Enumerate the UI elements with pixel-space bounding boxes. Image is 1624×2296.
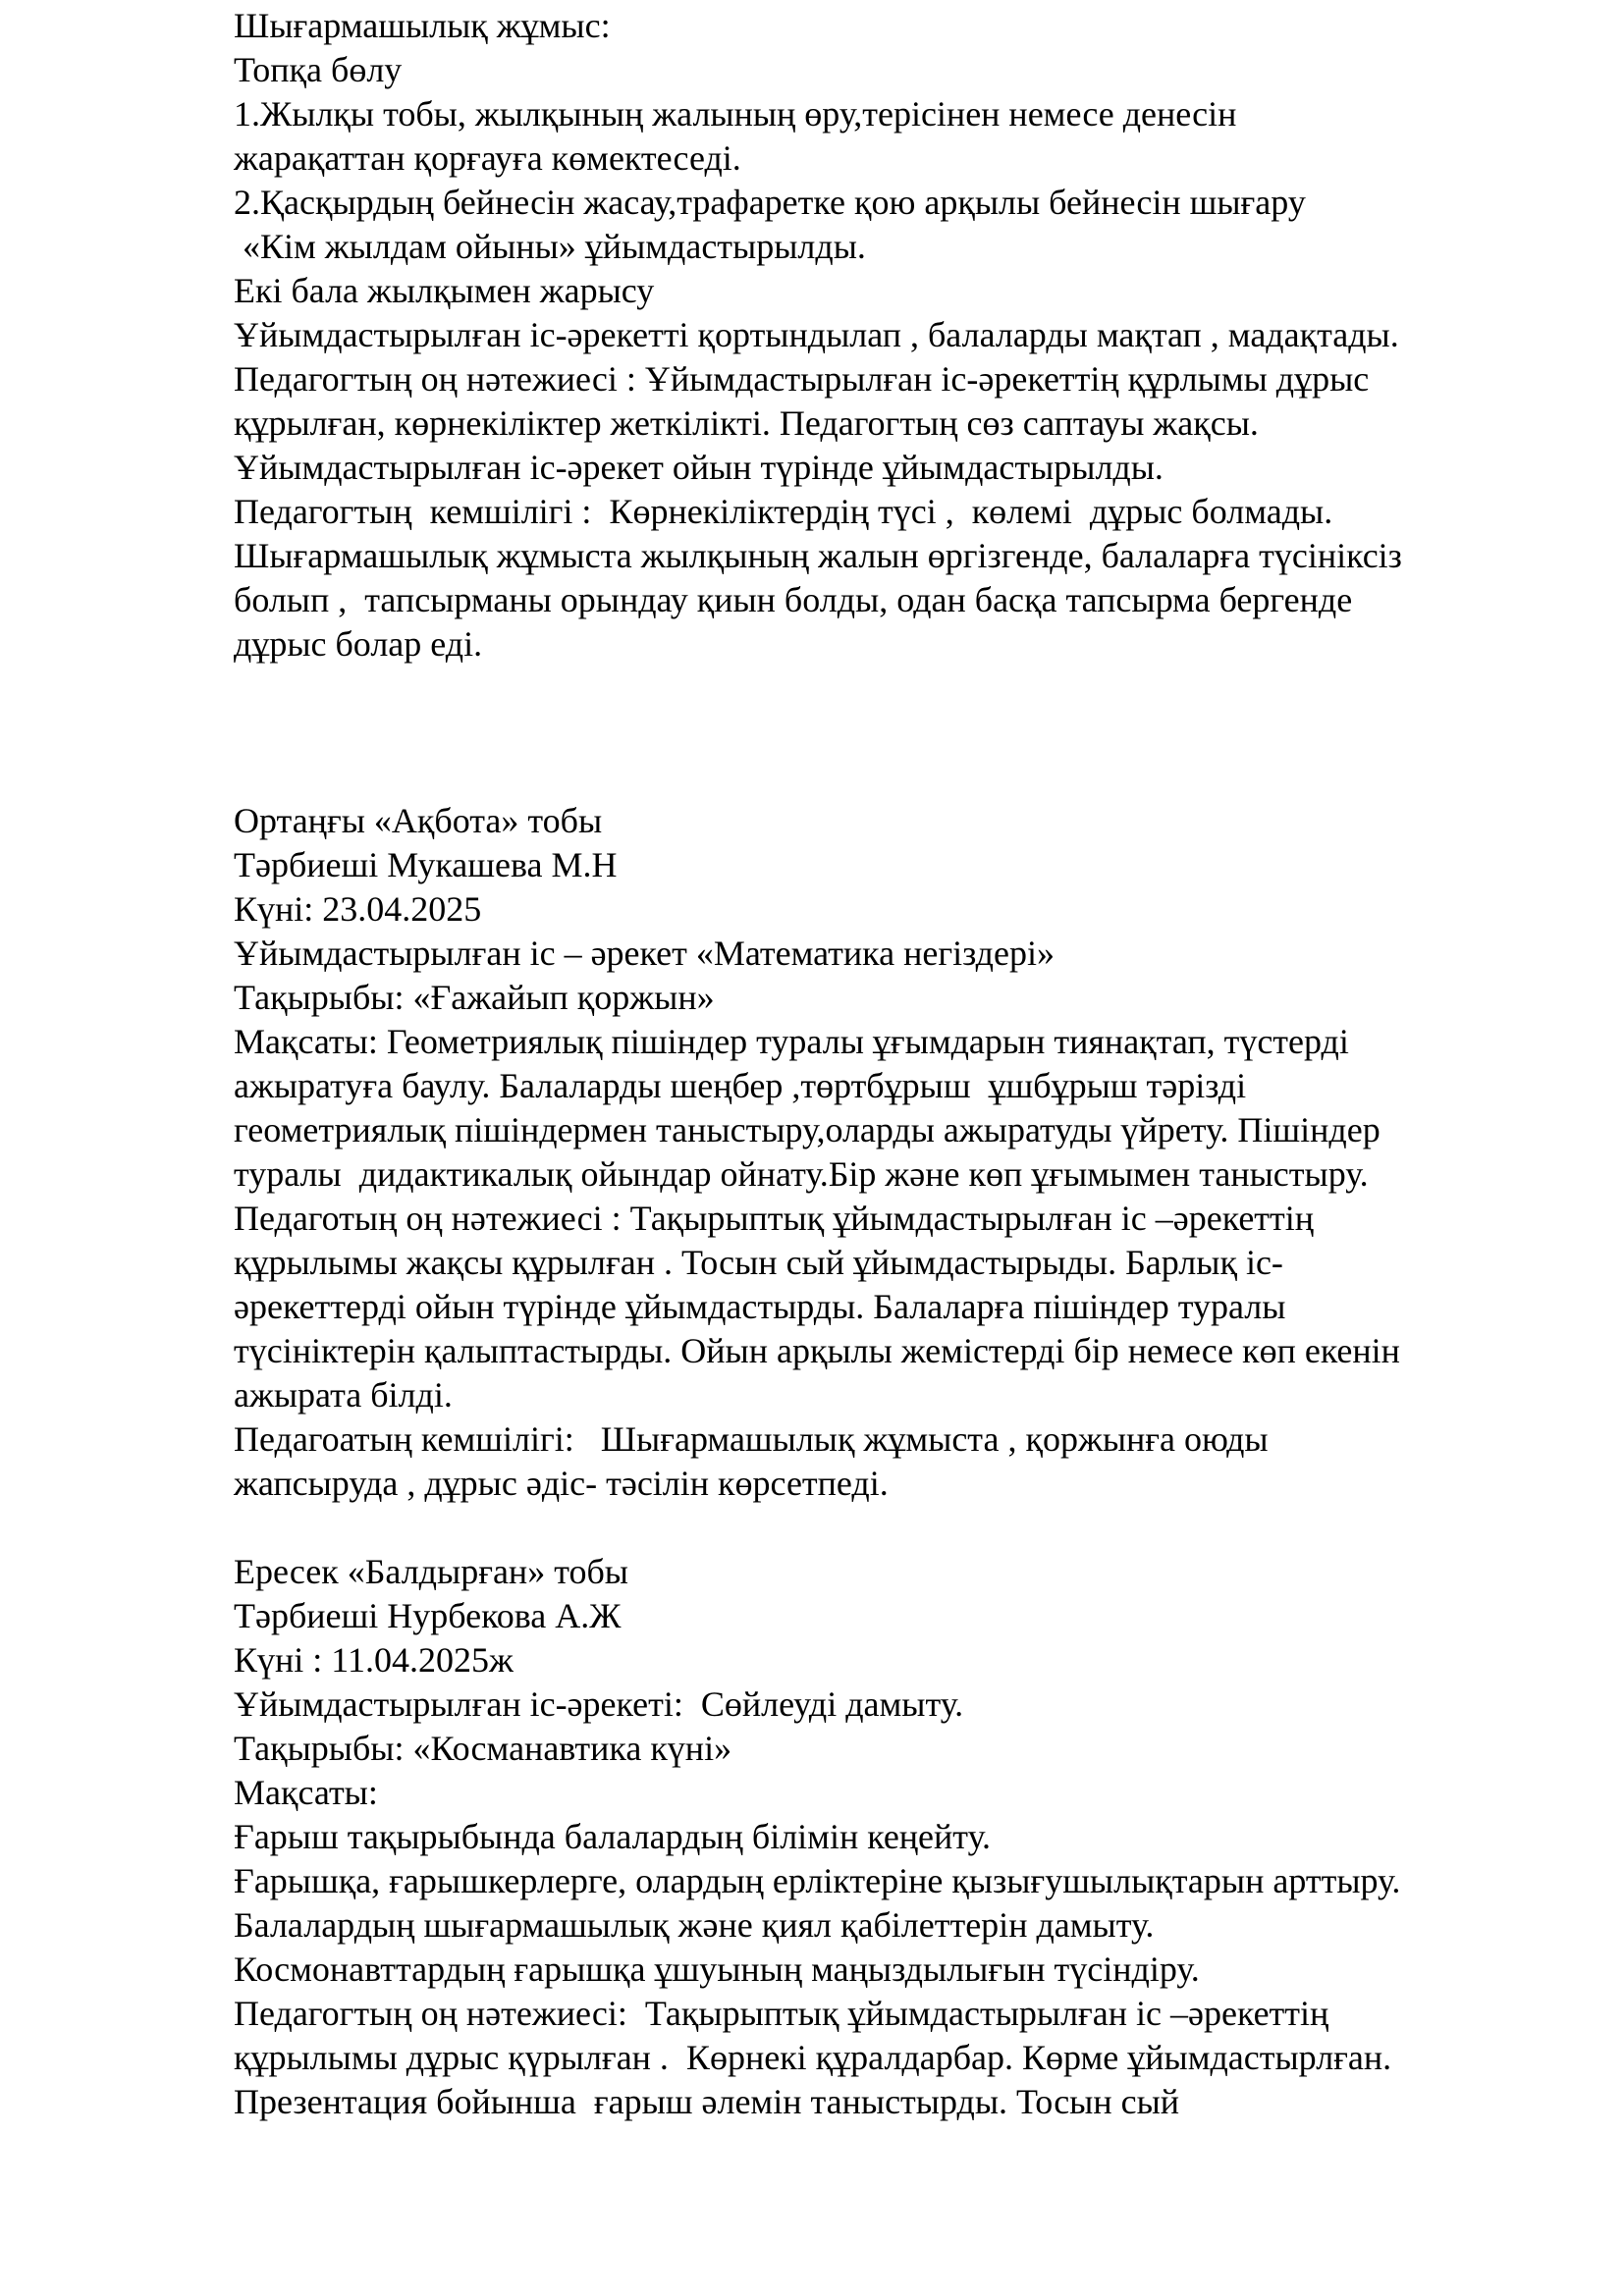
text-line: Космонавттардың ғарышқа ұшуының маңыздылығын түсіндіру. [234,1949,1200,1989]
teacher-name: Тәрбиеші Нурбекова А.Ж [234,1596,622,1635]
text-line: Ұйымдастырылған іс – әрекет «Математика негіздері» [234,934,1055,973]
text-line: Шығармашылық жұмыс: [234,6,611,45]
text-line: ажырата білді. [234,1375,453,1415]
text-line: 1.Жылқы тобы, жылқының жалының өру,терісінен немесе денесін [234,94,1237,133]
text-line: Екі бала жылқымен жарысу [234,271,655,310]
text-line: Педагогтың кемшілігі : Көрнекіліктердің түсі , көлемі дұрыс болмады. [234,492,1333,531]
text-line: Топқа бөлу [234,50,403,89]
text-line: Педагогтың оң нәтежиесі: Тақырыптық ұйымдастырылған іс –әрекеттің [234,1994,1329,2033]
text-line: Мақсаты: Геометриялық пішіндер туралы ұғымдарын тиянақтап, түстерді [234,1022,1349,1061]
text-line: Мақсаты: [234,1773,378,1812]
group-heading: Ересек «Балдырған» тобы [234,1552,628,1591]
text-line: Ұйымдастырылған іс-әрекеті: Сөйлеуді дамыту. [234,1684,964,1724]
text-line: геометриялық пішіндермен таныстыру,оларды ажыратуды үйрету. Пішіндер [234,1110,1380,1149]
text-line: ажыратуға баулу. Балаларды шеңбер ,төртбұрыш ұшбұрыш тәрізді [234,1066,1247,1105]
text-line: құрылған, көрнекіліктер жеткілікті. Педагогтың сөз саптауы жақсы. [234,403,1259,443]
date-line: Күні: 23.04.2025 [234,889,482,929]
text-line: жапсыруда , дұрыс әдіс- тәсілін көрсетпеді. [234,1464,889,1503]
text-line: 2.Қасқырдың бейнесін жасау,трафаретке қою арқылы бейнесін шығару [234,183,1306,222]
text-line: Презентация бойынша ғарыш әлемін таныстырды. Тосын сый [234,2082,1180,2121]
date-line: Күні : 11.04.2025ж [234,1640,514,1680]
text-line: дұрыс болар еді. [234,624,483,664]
text-line: Ғарышқа, ғарышкерлерге, олардың ерліктеріне қызығушылықтарын арттыру. [234,1861,1401,1900]
text-line: Педагогтың оң нәтежиесі : Ұйымдастырылған іс-әрекеттің құрлымы дұрыс [234,359,1370,399]
text-line: туралы дидактикалық ойындар ойнату.Бір және көп ұғымымен таныстыру. [234,1154,1369,1194]
text-line: Тақырыбы: «Косманавтика күні» [234,1729,732,1768]
text-line: Шығармашылық жұмыста жылқының жалын өргізгенде, балаларға түсініксіз [234,536,1402,575]
text-line: түсініктерін қалыптастырды. Ойын арқылы жемістерді бір немесе көп екенін [234,1331,1400,1370]
text-line: жарақаттан қорғауға көмектеседі. [234,138,741,178]
group-heading: Ортаңғы «Ақбота» тобы [234,801,603,840]
text-line: құрылымы жақсы құрылған . Тосын сый ұйымдастырыды. Барлық іс- [234,1243,1283,1282]
teacher-name: Тәрбиеші Мукашева М.Н [234,845,618,884]
text-line: құрылымы дұрыс қүрылған . Көрнекі құралдарбар. Көрме ұйымдастырлған. [234,2038,1392,2077]
text-line: Балалардың шығармашылық және қиял қабілеттерін дамыту. [234,1905,1155,1945]
text-line: Педагоатың кемшілігі: Шығармашылық жұмыста , қоржынға оюды [234,1419,1269,1459]
text-line: Педаготың оң нәтежиесі : Тақырыптық ұйымдастырылған іс –әрекеттің [234,1199,1315,1238]
text-line: Ғарыш тақырыбында балалардың білімін кеңейту. [234,1817,991,1856]
text-line: Ұйымдастырылған іс-әрекет ойын түрінде ұйымдастырылды. [234,448,1164,487]
text-line: болып , тапсырманы орындау қиын болды, одан басқа тапсырма бергенде [234,580,1353,619]
text-line: «Кім жылдам ойыны» ұйымдастырылды. [234,227,866,266]
text-line: әрекеттерді ойын түрінде ұйымдастырды. Балаларға пішіндер туралы [234,1287,1286,1326]
text-line: Тақырыбы: «Ғажайып қоржын» [234,978,715,1017]
text-line: Ұйымдастырылған іс-әрекетті қортындылап , балаларды мақтап , мадақтады. [234,315,1399,354]
